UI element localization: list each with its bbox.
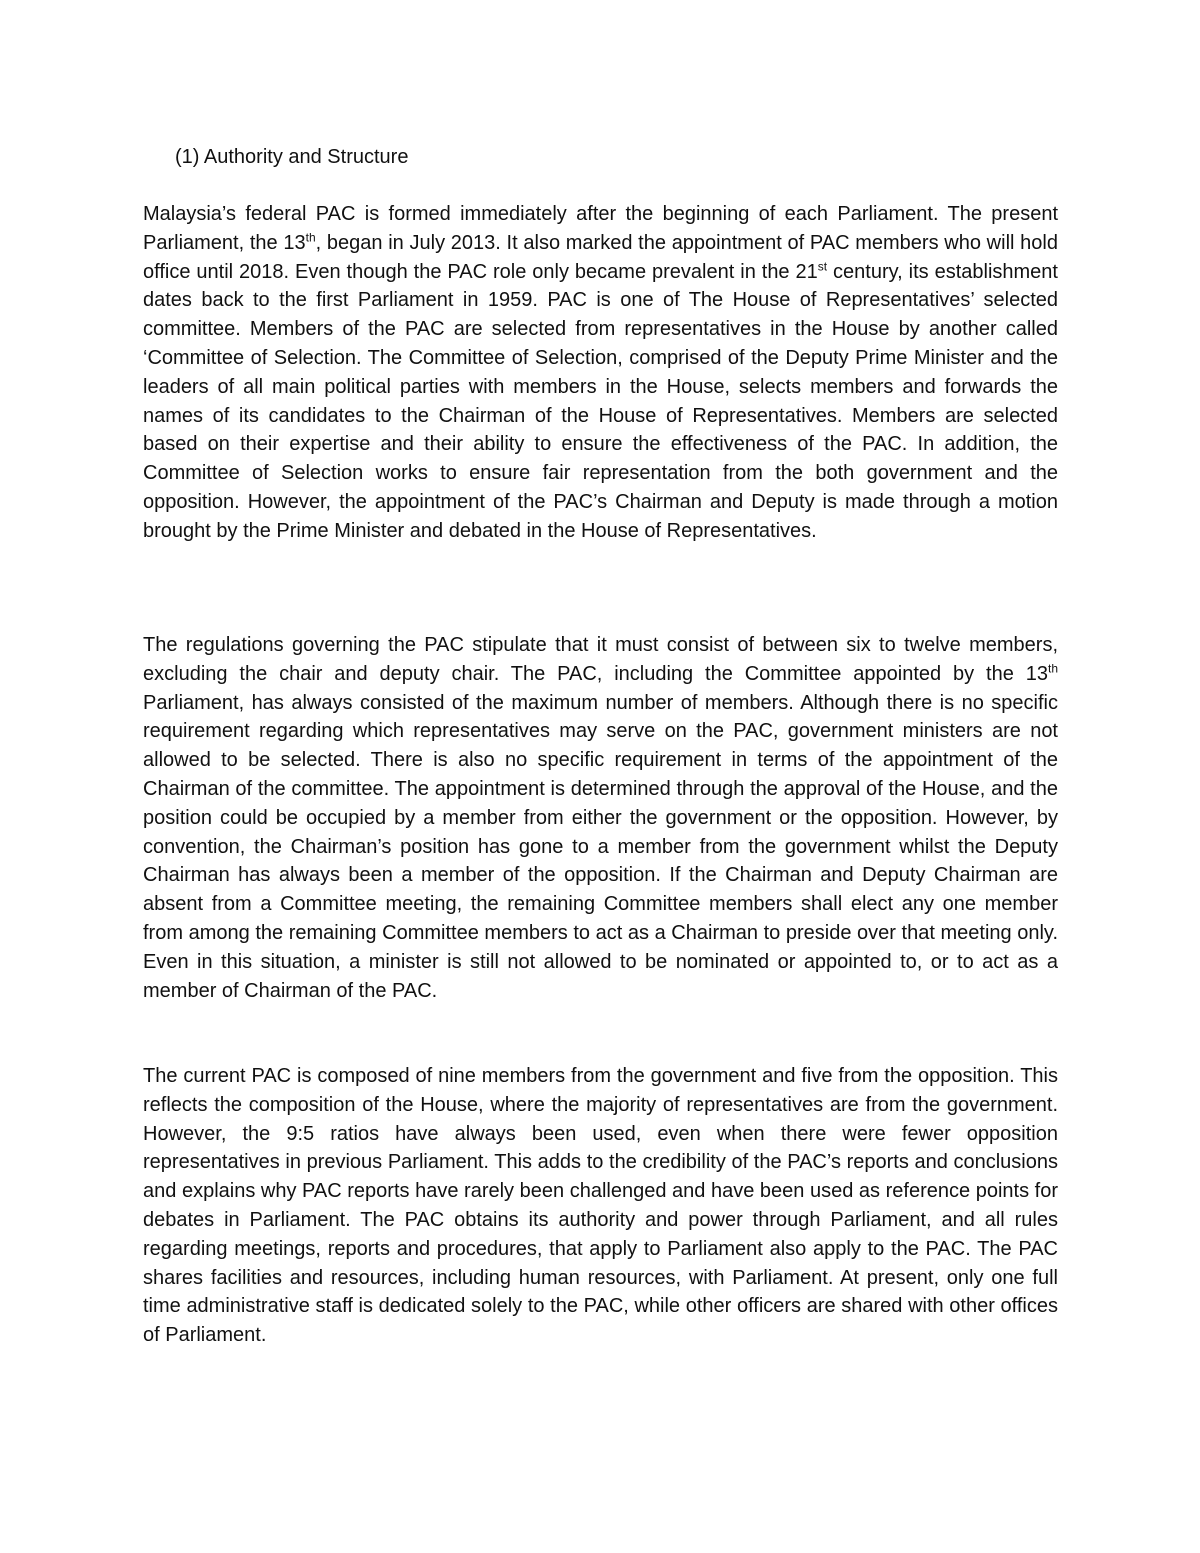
- paragraph-text: The current PAC is composed of nine members from the government and five from the opposition. This reflects the composition of the House, where the majority of representatives are from the government. However, the 9:5 ratios have always been used, even when there were fewer opposition representatives in previous Parliament. This adds to the credibility of the PAC’s reports and conclusions and explains why PAC reports have rarely been challenged and have been used as reference points for debates in Parliament. The PAC obtains its authority and power through Parliament, and all rules regarding meetings, reports and procedures, that apply to Parliament also apply to the PAC. The PAC shares facilities and resources, including human resources, with Parliament. At present, only one full time administrative staff is dedicated solely to the PAC, while other officers are shared with other offices of Parliament.: [143, 1065, 1058, 1347]
- paragraph-text: , began in July 2013. It also marked the appointment of PAC members who will hold office until 2018. Even though the PAC role only became prevalent in the 21: [143, 231, 1058, 283]
- paragraph-text: Malaysia’s federal PAC is formed immediately after the beginning of each Parliament. The present Parliament, the 13: [143, 203, 1058, 254]
- paragraph-composition: [143, 1062, 1058, 1350]
- ordinal-suffix: st: [817, 258, 828, 273]
- ordinal-suffix: th: [305, 230, 316, 245]
- paragraph-regulations: [143, 631, 1058, 1005]
- paragraph-text: The regulations governing the PAC stipulate that it must consist of between six to twelve members, excluding the chair and deputy chair. The PAC, including the Committee appointed by the 13: [143, 634, 1058, 685]
- paragraph-text: Parliament, has always consisted of the maximum number of members. Although there is no specific requirement regarding which representatives may serve on the PAC, government ministers are not allowed to be selected. There is also no specific requirement in terms of the appointment of the Chairman of the committee. The appointment is determined through the approval of the House, and the position could be occupied by a member from either the government or the opposition. However, by convention, the Chairman’s position has gone to a member from the government whilst the Deputy Chairman has always been a member of the opposition. If the Chairman and Deputy Chairman are absent from a Committee meeting, the remaining Committee members shall elect any one member from among the remaining Committee members to act as a Chairman to preside over that meeting only. Even in this situation, a minister is still not allowed to be nominated or appointed to, or to act as a member of Chairman of the PAC.: [143, 691, 1058, 1002]
- paragraph-authority: [143, 200, 1058, 546]
- paragraph-text: century, its establishment dates back to the first Parliament in 1959. PAC is one of The House of Representatives’ selected committee. Members of the PAC are selected from representatives in the House by another called ‘Committee of Selection. The Committee of Selection, comprised of the Deputy Prime Minister and the leaders of all main political parties with members in the House, selects members and forwards the names of its candidates to the Chairman of the House of Representatives. Members are selected based on their expertise and their ability to ensure the effectiveness of the PAC. In addition, the Committee of Selection works to ensure fair representation from the both government and the opposition. However, the appointment of the PAC’s Chairman and Deputy is made through a motion brought by the Prime Minister and debated in the House of Representatives.: [143, 260, 1058, 542]
- ordinal-suffix: th: [1047, 661, 1058, 676]
- section-heading: (1) Authority and Structure: [175, 146, 409, 168]
